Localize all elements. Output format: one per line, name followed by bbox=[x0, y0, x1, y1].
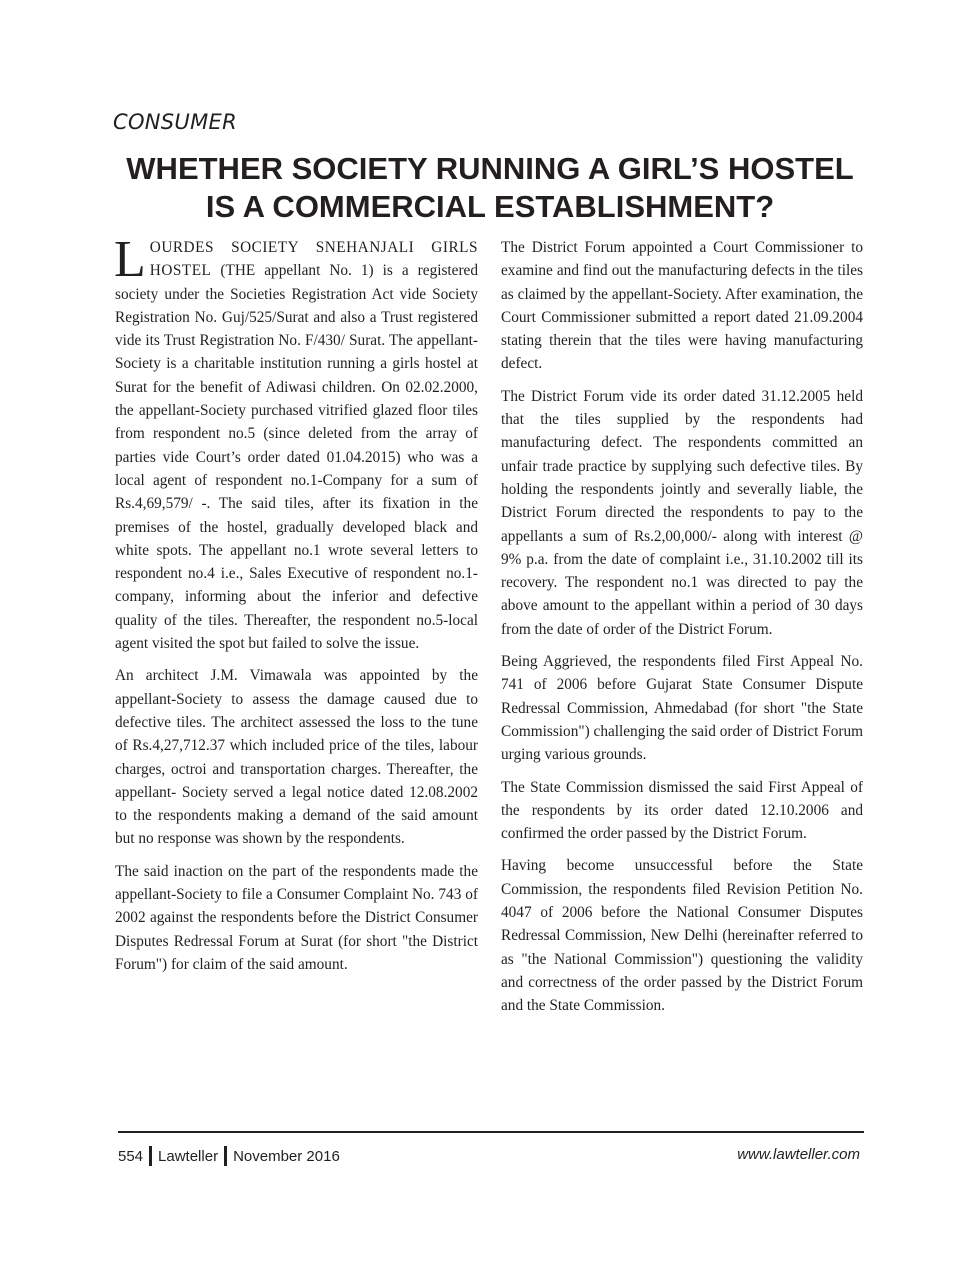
paragraph-1 bbox=[114, 231, 478, 655]
paragraph-2: An architect J.M. Vimawala was appointed by the appellant-Society to assess the damage caused due to defective tiles. The architect assessed the loss to the tune of Rs.4,27,712.37 which included price of the tiles, labour charges, octroi and transportation charges. Thereafter, the appellant- Society served a legal notice dated 12.08.2002 to the respondents making a demand of the said amount but no response was shown by the respondents. bbox=[115, 667, 478, 848]
article-column-right bbox=[501, 236, 863, 1027]
issue-date: November 2016 bbox=[233, 1147, 340, 1165]
website-link[interactable]: www.lawteller.com bbox=[737, 1146, 860, 1163]
footer-separator bbox=[149, 1146, 152, 1166]
article-column-left bbox=[114, 231, 478, 985]
paragraph-7: The State Commission dismissed the said First Appeal of the respondents by its order dated 12.10.2006 and confirmed the order passed by the District Forum. bbox=[501, 778, 863, 843]
paragraph-6: Being Aggrieved, the respondents filed First Appeal No. 741 of 2006 before Gujarat State Consumer Dispute Redressal Commission, Ahmedabad (for short "the State Commission") challenging the said order of District Forum urging various grounds. bbox=[501, 653, 863, 764]
page-number: 554 bbox=[118, 1147, 144, 1165]
paragraph-1-text: (THE appellant No. 1) is a registered society under the Societies Registration Act vide Society Registration No. Guj/525/Surat and also a Trust registered vide its Trust Registration No. F/430/ Surat. The appellant-Society is a charitable institution running a girls hostel at Surat for the benefit of Adiwasi children. On 02.02.2000, the appellant-Society purchased vitrified glazed floor tiles from respondent no.5 (since deleted from the array of parties vide Court’s order dated 01.04.2015) who was a local agent of respondent no.1-Company for a sum of Rs.4,69,579/ -. The said tiles, after its fixation in the premises of the hostel, gradually developed black and white spots. The appellant no.1 wrote several letters to respondent no.4 i.e., Sales Executive of respondent no.1-company, informing about the inferior and defective quality of the tiles. Thereafter, the respondent no.5-local agent visited the spot but failed to solve the issue. bbox=[115, 262, 478, 653]
footer-left bbox=[118, 1146, 340, 1166]
page-footer bbox=[118, 1144, 864, 1170]
section-label: CONSUMER bbox=[113, 110, 237, 134]
paragraph-4: The District Forum appointed a Court Commissioner to examine and find out the manufacturing defects in the tiles as claimed by the appellant-Society. After examination, the Court Commissioner submitted a report dated 21.09.2004 stating therein that the tiles were having manufacturing defect. bbox=[501, 239, 863, 373]
article-title bbox=[110, 150, 870, 226]
lead-in-caps: OURDES SOCIETY SNEHANJALI GIRLS HOSTEL bbox=[149, 239, 478, 280]
article-title-line-1: WHETHER SOCIETY RUNNING A GIRL’S HOSTEL bbox=[126, 151, 854, 186]
footer-separator bbox=[224, 1146, 227, 1166]
paragraph-3: The said inaction on the part of the respondents made the appellant-Society to file a Consumer Complaint No. 743 of 2002 against the respondents before the District Consumer Disputes Redressal Forum at Surat (for short "the District Forum") for claim of the said amount. bbox=[115, 862, 478, 973]
drop-cap: L bbox=[114, 231, 146, 288]
paragraph-8: Having become unsuccessful before the State Commission, the respondents filed Revision Petition No. 4047 of 2006 before the National Consumer Disputes Redressal Commission, New Delhi (hereinafter referred to as "the National Commission") questioning the validity and correctness of the order passed by the District Forum and the State Commission. bbox=[501, 857, 863, 1015]
footer-divider bbox=[118, 1131, 864, 1133]
paragraph-5: The District Forum vide its order dated 31.12.2005 held that the tiles supplied by the respondents had manufacturing defect. The respondents committed an unfair trade practice by supplying such defective tiles. By holding the respondents jointly and severally liable, the District Forum directed the respondents to pay to the appellants a sum of Rs.2,00,000/- along with interest @ 9% p.a. from the date of complaint i.e., 31.10.2002 till its recovery. The respondent no.1 was directed to pay the above amount to the appellant within a period of 30 days from the date of order of the District Forum. bbox=[501, 387, 863, 638]
publication-name: Lawteller bbox=[158, 1147, 219, 1165]
article-title-line-2: IS A COMMERCIAL ESTABLISHMENT? bbox=[205, 189, 775, 224]
